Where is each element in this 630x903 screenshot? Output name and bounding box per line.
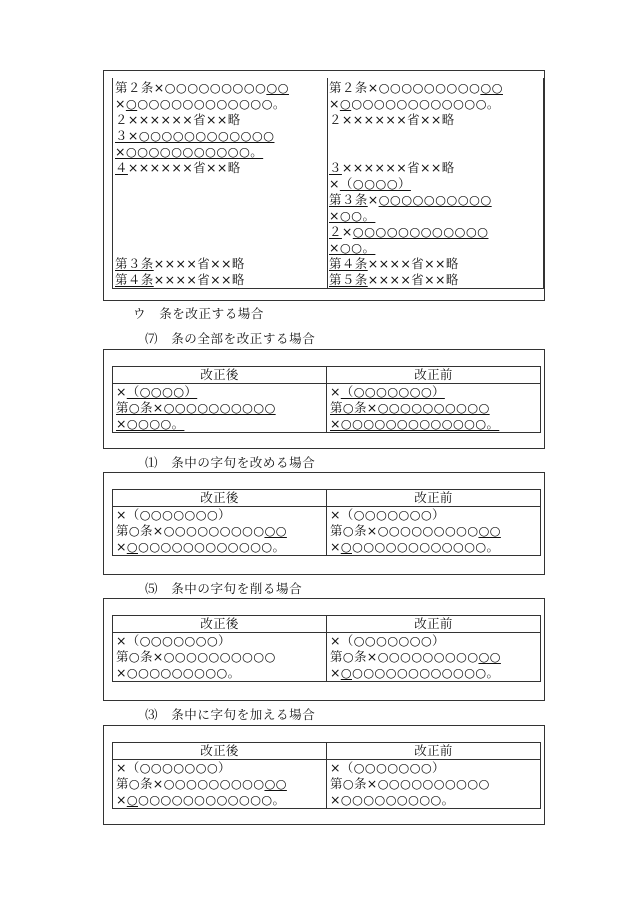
top-left-line: 第３条××××省××略 xyxy=(115,256,245,271)
subsection-heading: ⑺ 条の全部を改正する場合 xyxy=(145,331,316,346)
top-right-line: 第３条×○○○○○○○○○○ xyxy=(329,192,492,207)
col-before-header: 改正前 xyxy=(327,616,541,633)
comparison-table xyxy=(112,366,541,433)
subsection-heading: ⑴ 条中の字句を改める場合 xyxy=(145,455,316,470)
top-right-line: 第４条××××省××略 xyxy=(329,256,459,271)
col-after-header: 改正後 xyxy=(113,616,327,633)
before-cell: ×（○○○○○○○） 第○条×○○○○○○○○○○○ ×○○○○○○○○○○○○○。 xyxy=(327,633,541,682)
after-cell: ×（○○○○○○○） 第○条×○○○○○○○○○○ ×○○○○○○○○○。 xyxy=(113,633,327,682)
top-right-line: ２×○○○○○○○○○○○○ xyxy=(329,224,489,239)
top-left-line: 第４条××××省××略 xyxy=(115,272,245,287)
top-left-line: ３×○○○○○○○○○○○○ xyxy=(115,128,275,143)
top-right-line: ３××××××省××略 xyxy=(329,160,455,175)
comparison-table xyxy=(112,615,541,682)
top-right-line: 第２条×○○○○○○○○○○○ xyxy=(329,80,503,95)
subsection-heading: ⑶ 条中に字句を加える場合 xyxy=(145,707,316,722)
top-left-line: ×○○○○○○○○○○○○○。 xyxy=(115,96,286,111)
before-cell: ×（○○○○○○○） 第○条×○○○○○○○○○○○ ×○○○○○○○○○○○○○。 xyxy=(327,507,541,556)
col-before-header: 改正前 xyxy=(327,367,541,384)
top-right-line: ×○○。 xyxy=(329,240,376,255)
top-right-line: ２××××××省××略 xyxy=(329,112,455,127)
subsection-heading: ⑸ 条中の字句を削る場合 xyxy=(145,581,303,596)
col-after-header: 改正後 xyxy=(113,490,327,507)
comparison-table xyxy=(112,742,541,809)
top-right-line: 第５条××××省××略 xyxy=(329,272,459,287)
top-right-line: ×（○○○○） xyxy=(329,176,411,191)
top-left-line: 第２条×○○○○○○○○○○○ xyxy=(115,80,289,95)
after-cell: ×（○○○○○○○） 第○条×○○○○○○○○○○○ ×○○○○○○○○○○○○○。 xyxy=(113,760,327,809)
section-heading-u: ウ 条を改正する場合 xyxy=(133,306,265,321)
col-before-header: 改正前 xyxy=(327,490,541,507)
col-after-header: 改正後 xyxy=(113,743,327,760)
top-left-line: ４××××××省××略 xyxy=(115,160,241,175)
col-after-header: 改正後 xyxy=(113,367,327,384)
top-left-line: ×○○○○○○○○○○○。 xyxy=(115,144,264,159)
top-right-line: ×○○○○○○○○○○○○○。 xyxy=(329,96,500,111)
col-before-header: 改正前 xyxy=(327,743,541,760)
top-left-line: ２××××××省××略 xyxy=(115,112,241,127)
comparison-table xyxy=(112,489,541,556)
after-cell: ×（○○○○○○○） 第○条×○○○○○○○○○○○ ×○○○○○○○○○○○○○。 xyxy=(113,507,327,556)
after-cell: ×（○○○○） 第○条×○○○○○○○○○○ ×○○○○。 xyxy=(113,384,327,433)
top-right-line: ×○○。 xyxy=(329,208,376,223)
before-cell: ×（○○○○○○○） 第○条×○○○○○○○○○○ ×○○○○○○○○○。 xyxy=(327,760,541,809)
before-cell: ×（○○○○○○○） 第○条×○○○○○○○○○○ ×○○○○○○○○○○○○○。 xyxy=(327,384,541,433)
